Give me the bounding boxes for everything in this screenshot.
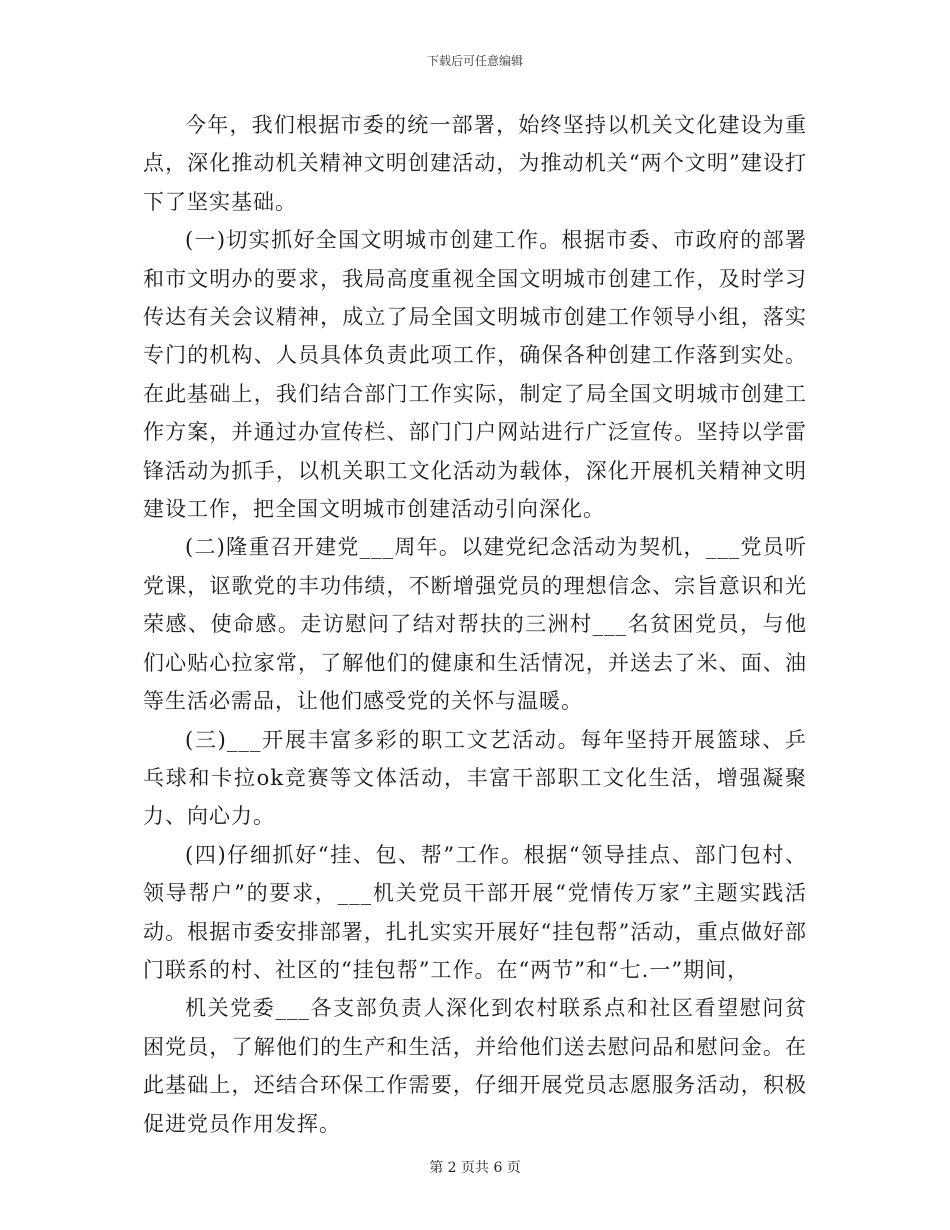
paragraph-section-1: (一)切实抓好全国文明城市创建工作。根据市委、市政府的部署和市文明办的要求，我局高度重视全国文明城市创建工作，及时学习传达有关会议精神，成立了局全国文明城市创建工作领导小组，落实专门的机构、人员具体负责此项工作，确保各种创建工作落到实处。在此基础上，我们结合部门工作实际，制定了局全国文明城市创建工作方案，并通过办宣传栏、部门门户网站进行广泛宣传。坚持以学雷锋活动为抓手，以机关职工文化活动为载体，深化开展机关精神文明建设工作，把全国文明城市创建活动引向深化。 [143,228,807,522]
paragraph-section-4-continued: 机关党委___各支部负责人深化到农村联系点和社区看望慰问贫困党员，了解他们的生产和生活，并给他们送去慰问品和慰问金。在此基础上，还结合环保工作需要，仔细开展党员志愿服务活动，积极促进党员作用发挥。 [143,996,807,1136]
page-header: 下载后可任意编辑 [426,54,523,68]
paragraph-section-2: (二)隆重召开建党___周年。以建党纪念活动为契机，___党员听党课，讴歌党的丰功伟绩，不断增强党员的理想信念、宗旨意识和光荣感、使命感。走访慰问了结对帮扶的三洲村___名贫困党员，与他们心贴心拉家常，了解他们的健康和生活情况，并送去了米、面、油等生活必需品，让他们感受党的关怀与温暖。 [143,535,807,714]
paragraph-section-3: (三)___开展丰富多彩的职工文艺活动。每年坚持开展篮球、乒乓球和卡拉ok竞赛等文体活动，丰富干部职工文化生活，增强凝聚力、向心力。 [143,727,807,829]
paragraph-section-4: (四)仔细抓好“挂、包、帮”工作。根据“领导挂点、部门包村、领导帮户”的要求，___机关党员干部开展“党情传万家”主题实践活动。根据市委安排部署，扎扎实实开展好“挂包帮”活动，重点做好部门联系的村、社区的“挂包帮”工作。在“两节”和“七.一”期间， [143,842,807,982]
page-footer: 第 2 页共 6 页 [429,1160,521,1176]
paragraph-intro: 今年，我们根据市委的统一部署，始终坚持以机关文化建设为重点，深化推动机关精神文明创建活动，为推动机关“两个文明”建设打下了坚实基础。 [143,113,807,214]
document-body [143,106,807,1143]
